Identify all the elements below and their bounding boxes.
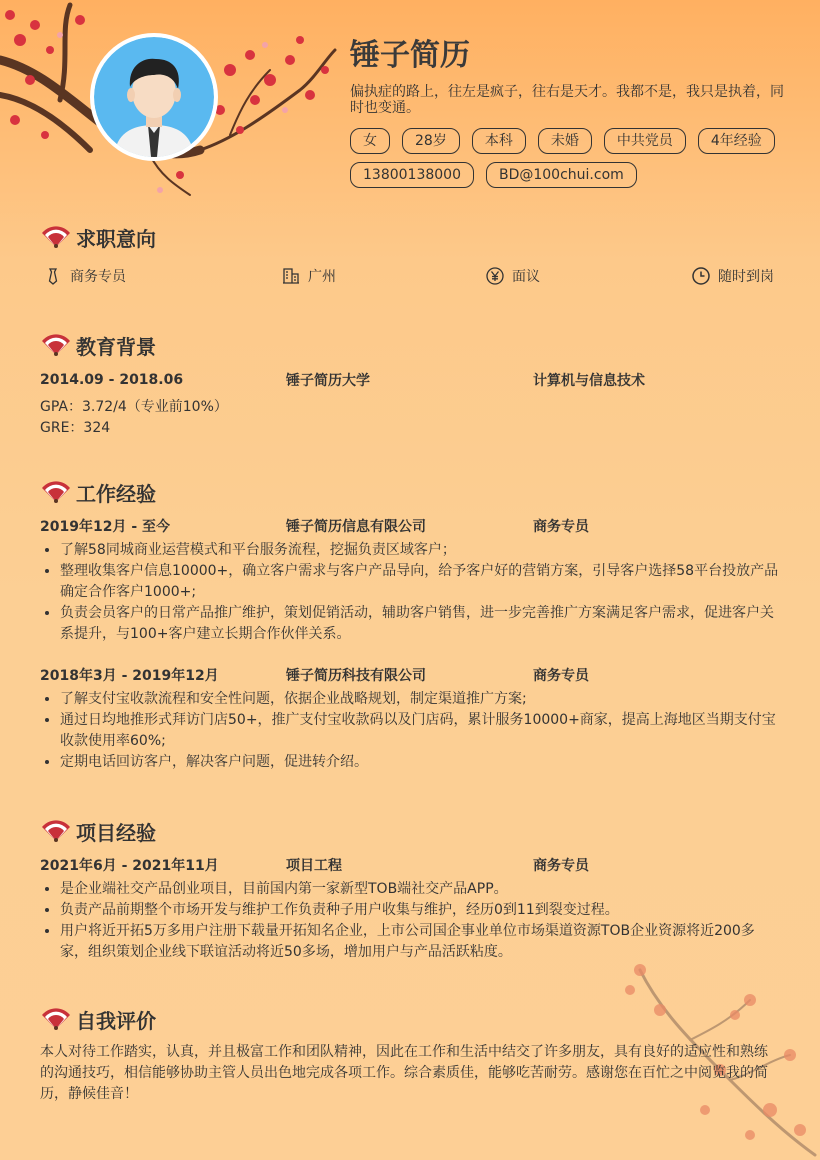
section-self	[40, 1004, 780, 1105]
list-item: • 了解支付宝收款流程和安全性问题，依据企业战略规划，制定渠道推广方案;	[60, 689, 780, 710]
work-period: 2019年12月 - 至今	[40, 519, 171, 535]
education-period: 2014.09 - 2018.06	[40, 372, 184, 388]
list-item: • 负责产品前期整个市场开发与维护工作负责种子用户收集与维护，经历0到11到裂变过程。	[60, 900, 780, 921]
yen-icon	[486, 267, 504, 285]
intent-salary	[486, 266, 692, 286]
section-title-text: 求职意向	[76, 226, 156, 251]
section-title	[40, 222, 780, 252]
section-title-text: 工作经验	[76, 481, 156, 506]
education-school: 锤子简历大学	[286, 373, 370, 389]
section-title-text: 项目经验	[76, 820, 156, 845]
project-role: 商务专员	[533, 858, 589, 874]
education-gpa: GPA：3.72/4（专业前10%）	[40, 399, 228, 415]
intent-city	[282, 266, 486, 286]
intent-position-text: 商务专员	[70, 269, 126, 285]
work-row	[40, 665, 780, 685]
list-item: • 是企业端社交产品创业项目，目前国内第一家新型TOB端社交产品APP。	[60, 879, 780, 900]
tag-experience: 4年经验	[698, 128, 775, 154]
section-intent	[40, 222, 780, 288]
work-role: 商务专员	[533, 668, 589, 684]
project-items	[40, 879, 780, 963]
work-company: 锤子简历信息有限公司	[286, 519, 426, 535]
tag-gender: 女	[350, 128, 390, 154]
work-company: 锤子简历科技有限公司	[286, 668, 426, 684]
profile-header	[350, 38, 790, 188]
intent-availability	[692, 266, 774, 286]
education-major: 计算机与信息技术	[533, 373, 645, 389]
section-project	[40, 816, 780, 963]
list-item: • 通过日均地推形式拜访门店50+，推广支付宝收款码以及门店码，累计服务10000+商家，提高上海地区当期支付宝收款使用率60%;	[60, 710, 780, 752]
tag-degree: 本科	[472, 128, 526, 154]
project-row	[40, 855, 780, 875]
list-item: • 用户将近开拓5万多用户注册下载量开拓知名企业，上市公司国企事业单位市场渠道资源TOB企业资源将近200多家，组织策划企业线下联谊活动将近50多场，增加用户与产品活跃粘度。	[60, 921, 780, 963]
intent-row	[40, 264, 780, 288]
intent-availability-text: 随时到岗	[718, 269, 774, 285]
fan-icon	[40, 480, 72, 504]
tag-age: 28岁	[402, 128, 460, 154]
fan-icon	[40, 225, 72, 249]
list-item: • 整理收集客户信息10000+，确立客户需求与客户产品导向，给予客户好的营销方案，引导客户选择58平台投放产品确定合作客户1000+;	[60, 561, 780, 603]
work-duties	[40, 540, 780, 645]
profile-motto: 偏执症的路上，往左是疯子，往右是天才。我都不是，我只是执着，同时也变通。	[350, 84, 784, 116]
list-item: • 定期电话回访客户，解决客户问题，促进转介绍。	[60, 752, 780, 773]
education-gre: GRE：324	[40, 420, 111, 436]
list-item: • 了解58同城商业运营模式和平台服务流程，挖掘负责区域客户；	[60, 540, 780, 561]
section-title	[40, 477, 780, 507]
education-row	[40, 370, 780, 390]
fan-icon	[40, 819, 72, 843]
section-title	[40, 1004, 780, 1034]
fan-icon	[40, 333, 72, 357]
intent-salary-text: 面议	[512, 269, 540, 285]
work-role: 商务专员	[533, 519, 589, 535]
fan-icon	[40, 1007, 72, 1031]
tag-politics: 中共党员	[604, 128, 686, 154]
intent-city-text: 广州	[308, 269, 336, 285]
tag-phone: 13800138000	[350, 162, 474, 188]
section-title	[40, 330, 780, 360]
building-icon	[282, 267, 300, 285]
work-period: 2018年3月 - 2019年12月	[40, 668, 219, 684]
tag-email: BD@100chui.com	[486, 162, 637, 188]
project-name: 项目工程	[286, 858, 342, 874]
avatar-man-icon	[94, 37, 214, 157]
section-work	[40, 477, 780, 773]
avatar	[90, 33, 218, 161]
profile-tags	[350, 128, 790, 188]
clock-icon	[692, 267, 710, 285]
tie-icon	[44, 267, 62, 285]
list-item: • 负责会员客户的日常产品推广维护，策划促销活动，辅助客户销售，进一步完善推广方案满足客户需求，促进客户关系提升，与100+客户建立长期合作伙伴关系。	[60, 603, 780, 645]
tag-marital: 未婚	[538, 128, 592, 154]
work-duties	[40, 689, 780, 773]
intent-position	[40, 266, 282, 286]
section-title-text: 自我评价	[76, 1008, 156, 1033]
project-period: 2021年6月 - 2021年11月	[40, 858, 219, 874]
section-title	[40, 816, 780, 846]
self-evaluation: 本人对待工作踏实，认真，并且极富工作和团队精神，因此在工作和生活中结交了许多朋友，具有良好的适应性和熟练的沟通技巧，相信能够协助主管人员出色地完成各项工作。综合素质佳，能够吃苦耐劳。感谢您在百忙之中阅览我的简历，静候佳音！	[40, 1044, 768, 1102]
profile-name: 锤子简历	[350, 38, 470, 73]
work-row	[40, 516, 780, 536]
section-title-text: 教育背景	[76, 334, 156, 359]
section-education	[40, 330, 780, 439]
